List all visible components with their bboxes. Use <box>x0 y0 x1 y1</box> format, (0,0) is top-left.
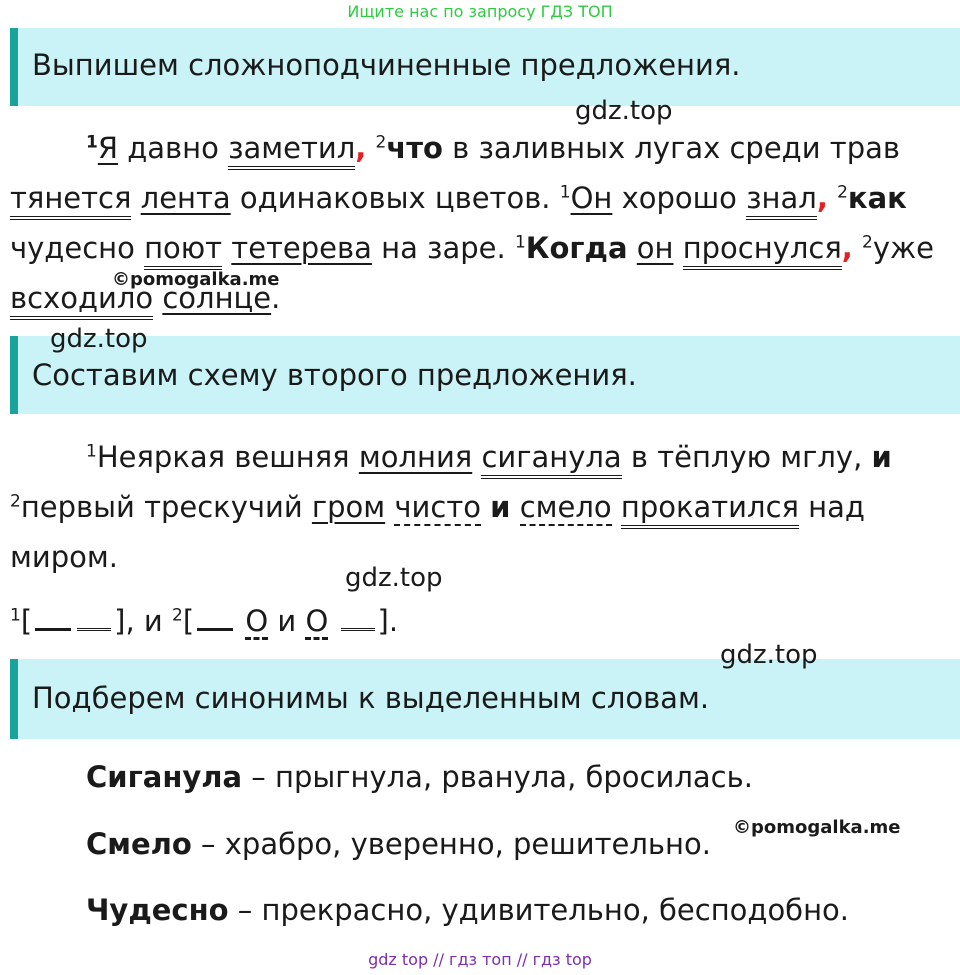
section-heading-3 <box>10 659 960 739</box>
watermark-gdz: gdz.top <box>575 96 673 126</box>
watermark-gdz: gdz.top <box>50 324 148 354</box>
section1-text <box>10 123 950 323</box>
section-heading-2-text: Составим схему второго предложения. <box>32 358 637 392</box>
watermark-pomogalka: ©pomogalka.me <box>112 269 280 290</box>
watermark-gdz: gdz.top <box>720 640 818 670</box>
text-line: тянется лента одинаковых цветов. $^1$Он хорошо знал, $^2$как <box>10 173 950 223</box>
text-line: $^2$первый трескучий гром чисто и смело прокатился над <box>10 482 950 532</box>
text-line: $^1$Я давно заметил, $^2$что в заливных лугах среди трав <box>10 123 950 173</box>
sentence-scheme: $^1$[ ], и $^2$[ О и О ]. <box>10 604 399 638</box>
text-line: чудесно поют тетерева на заре. $^1$Когда он проснулся, $^2$уже <box>10 223 950 273</box>
synonym-item: Чудесно – прекрасно, удивительно, бесподобно. <box>86 893 849 927</box>
synonym-item: Смело – храбро, уверенно, решительно. <box>86 827 711 861</box>
section2-text <box>10 432 950 582</box>
section-heading-3-text: Подберем синонимы к выделенным словам. <box>32 681 710 715</box>
watermark-pomogalka: ©pomogalka.me <box>733 817 901 838</box>
section-heading-1 <box>10 28 960 106</box>
section-heading-2 <box>10 336 960 414</box>
text-line: миром. <box>10 540 118 574</box>
text-line: всходило солнце. <box>10 273 950 323</box>
footer-watermark: gdz top // гдз топ // гдз top <box>368 950 592 969</box>
top-banner: Ищите нас по запросу ГДЗ ТОП <box>347 2 613 21</box>
synonym-item: Сиганула – прыгнула, рванула, бросилась. <box>86 760 753 794</box>
section-heading-1-text: Выпишем сложноподчиненные предложения. <box>32 48 741 82</box>
text-line: $^1$Неяркая вешняя молния сиганула в тёплую мглу, и <box>10 432 950 482</box>
watermark-gdz: gdz.top <box>345 563 443 593</box>
